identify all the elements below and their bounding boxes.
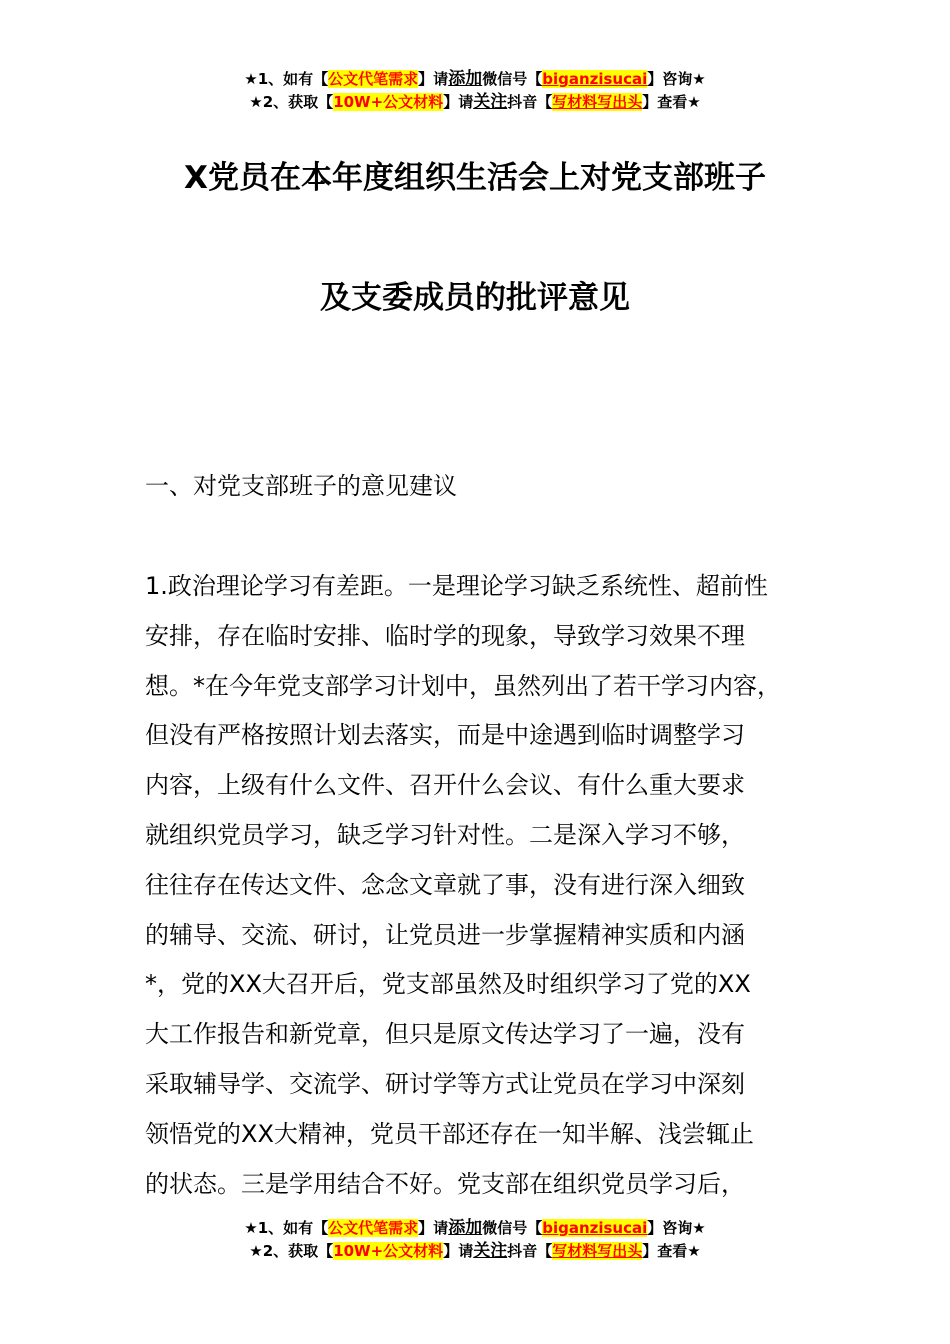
body-line: 想。*在今年党支部学习计划中，虽然列出了若干学习内容， <box>145 671 781 700</box>
promo-highlight: 公文代笔需求 <box>328 70 419 88</box>
promo-underlined: 添加 <box>448 69 483 89</box>
promo-text: 抖音【 <box>507 93 553 111</box>
body-line: 的辅导、交流、研讨，让党员进一步掌握精神实质和内涵 <box>145 920 745 949</box>
promo-highlight: 10W+公文材料 <box>333 93 444 111</box>
promo-highlight: 公文代笔需求 <box>328 1219 419 1237</box>
body-paragraph <box>145 562 835 1209</box>
promo-text: 】查看★ <box>642 93 701 111</box>
promo-text: ★2、获取【 <box>249 93 334 111</box>
promo-wechat-id: biganzisucai <box>542 1219 648 1237</box>
body-line: 往往存在传达文件、念念文章就了事，没有进行深入细致 <box>145 870 745 899</box>
promo-text: 抖音【 <box>507 1242 553 1260</box>
promo-banner-bottom <box>0 1217 950 1263</box>
promo-line-2 <box>0 91 950 114</box>
promo-text: 】咨询★ <box>647 1219 706 1237</box>
promo-text: 】请 <box>443 93 474 111</box>
promo-text: 】咨询★ <box>647 70 706 88</box>
promo-wechat-id: biganzisucai <box>542 70 648 88</box>
body-line: 领悟党的XX大精神，党员干部还存在一知半解、浅尝辄止 <box>145 1119 754 1148</box>
promo-douyin-id: 写材料写出头 <box>552 93 643 111</box>
document-title-line-2: 及支委成员的批评意见 <box>320 280 630 316</box>
promo-line-1 <box>0 68 950 91</box>
promo-text: ★1、如有【 <box>244 1219 329 1237</box>
promo-text: 】请 <box>418 70 449 88</box>
promo-text: ★1、如有【 <box>244 70 329 88</box>
body-line: 安排，存在临时安排、临时学的现象，导致学习效果不理 <box>145 621 745 650</box>
promo-underlined: 添加 <box>448 1218 483 1238</box>
body-line: 内容，上级有什么文件、召开什么会议、有什么重大要求 <box>145 771 745 800</box>
promo-underlined: 关注 <box>473 1241 508 1261</box>
body-line: 的状态。三是学用结合不好。党支部在组织党员学习后， <box>145 1169 745 1198</box>
promo-text: 微信号【 <box>482 70 543 88</box>
body-line: 大工作报告和新党章，但只是原文传达学习了一遍，没有 <box>145 1020 745 1049</box>
promo-line-2 <box>0 1240 950 1263</box>
promo-highlight: 10W+公文材料 <box>333 1242 444 1260</box>
body-line: 1.政治理论学习有差距。一是理论学习缺乏系统性、超前性 <box>145 572 768 600</box>
section-heading: 一、对党支部班子的意见建议 <box>145 472 457 500</box>
document-title-line-1: X党员在本年度组织生活会上对党支部班子 <box>184 160 766 196</box>
promo-underlined: 关注 <box>473 92 508 112</box>
body-line: *，党的XX大召开后，党支部虽然及时组织学习了党的XX <box>145 970 751 999</box>
body-line: 但没有严格按照计划去落实，而是中途遇到临时调整学习 <box>145 721 745 750</box>
body-line: 就组织党员学习，缺乏学习针对性。二是深入学习不够， <box>145 820 745 849</box>
promo-text: 微信号【 <box>482 1219 543 1237</box>
promo-text: 】请 <box>418 1219 449 1237</box>
promo-banner-top <box>0 68 950 114</box>
body-line: 采取辅导学、交流学、研讨学等方式让党员在学习中深刻 <box>145 1069 745 1098</box>
promo-douyin-id: 写材料写出头 <box>552 1242 643 1260</box>
promo-text: ★2、获取【 <box>249 1242 334 1260</box>
promo-text: 】查看★ <box>642 1242 701 1260</box>
promo-line-1 <box>0 1217 950 1240</box>
promo-text: 】请 <box>443 1242 474 1260</box>
